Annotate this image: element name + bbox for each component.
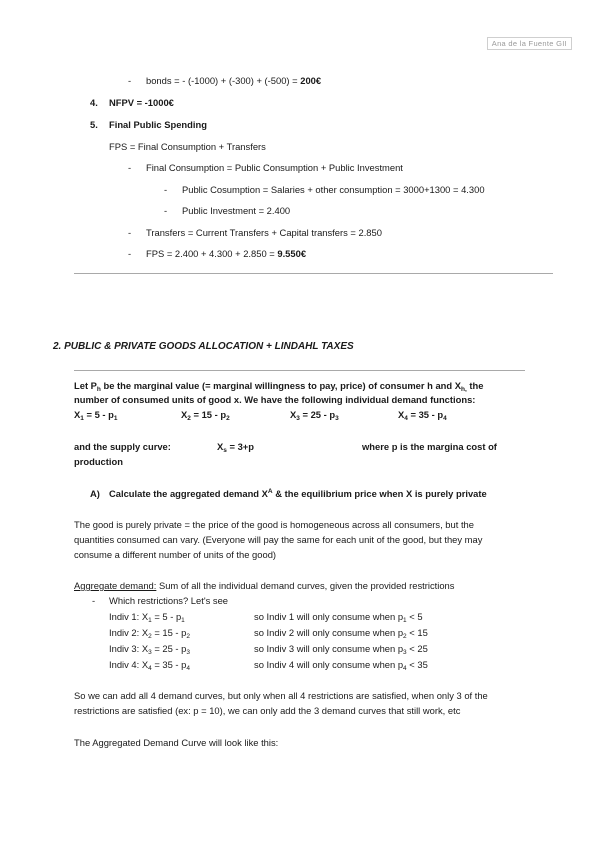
question-a-text: Calculate the aggregated demand $X^A$ & the equilibrium price when X is purely private	[109, 488, 487, 499]
supply-production: production	[74, 456, 123, 467]
divider	[74, 273, 553, 274]
intro-line-1: Let $P_h$ be the marginal value (= marginal willingness to pay, price) of consumer h and $X_{h,}$ the	[74, 380, 484, 393]
intro-line-2: number of consumed units of good x. We have the following individual demand functions:	[74, 394, 476, 405]
list-dash: -	[128, 248, 132, 259]
final-consumption-line: Final Consumption = Public Consumption + Public Investment	[146, 162, 403, 173]
bonds-line: bonds = - (-1000) + (-300) + (-500) = 200€	[146, 75, 322, 86]
demand-4: $X_4 = 35 - p_4$	[398, 409, 447, 422]
para1-line-2: quantities consumed can vary. (Everyone will pay the same for each unit of the good, but they may	[74, 534, 483, 545]
indiv-1-condition: so Indiv 1 will only consume when $p_1 < 5$	[254, 611, 423, 624]
fps-total-line: FPS = 2.400 + 4.300 + 2.850 = 9.550€	[146, 248, 307, 259]
indiv-2-demand: Indiv 2: $X_2 = 15 - p_2$	[109, 627, 191, 640]
list-dash: -	[128, 162, 132, 173]
supply-where: where p is the margina cost of	[362, 441, 497, 452]
demand-3: $X_3 = 25 - p_3$	[290, 409, 339, 422]
indiv-2-condition: so Indiv 2 will only consume when $p_2 < 15$	[254, 627, 428, 640]
indiv-4-condition: so Indiv 4 will only consume when $p_4 < 35$	[254, 659, 428, 672]
aggregate-demand-line: Aggregate demand: Sum of all the individual demand curves, given the provided restrictions	[74, 580, 455, 591]
item-4-number: 4.	[90, 97, 98, 108]
transfers-line: Transfers = Current Transfers + Capital transfers = 2.850	[146, 227, 382, 238]
demand-2: $X_2 = 15 - p_2$	[181, 409, 230, 422]
para1-line-3: consume a different number of units of the good)	[74, 549, 277, 560]
question-a-letter: A)	[90, 488, 100, 499]
closing-line: The Aggregated Demand Curve will look like this:	[74, 737, 279, 748]
list-dash: -	[128, 227, 132, 238]
supply-label: and the supply curve:	[74, 441, 171, 452]
indiv-1-demand: Indiv 1: $X_1 = 5 - p_1$	[109, 611, 185, 624]
item-4-nfpv: NFPV = -1000€	[109, 97, 174, 108]
para2-line-1: So we can add all 4 demand curves, but only when all 4 restrictions are satisfied, when only 3 of the	[74, 690, 488, 701]
indiv-3-demand: Indiv 3: $X_3 = 25 - p_3$	[109, 643, 191, 656]
list-dash: -	[128, 75, 132, 86]
section-2-title: 2. PUBLIC & PRIVATE GOODS ALLOCATION + LINDAHL TAXES	[53, 341, 354, 352]
para2-line-2: restrictions are satisfied (ex: p = 10), we can only add the 3 demand curves that still work, etc	[74, 705, 461, 716]
list-dash: -	[92, 595, 96, 606]
supply-curve: $X_s = 3+p$	[217, 441, 254, 454]
fps-definition: FPS = Final Consumption + Transfers	[109, 141, 266, 152]
indiv-4-demand: Indiv 4: $X_4 = 35 - p_4$	[109, 659, 191, 672]
indiv-3-condition: so Indiv 3 will only consume when $p_3 < 25$	[254, 643, 428, 656]
public-investment-line: Public Investment = 2.400	[182, 205, 291, 216]
demand-1: $X_1 = 5 - p_1$	[74, 409, 118, 422]
public-consumption-line: Public Cosumption = Salaries + other consumption = 3000+1300 = 4.300	[182, 184, 485, 195]
item-5-title: Final Public Spending	[109, 119, 207, 130]
item-5-number: 5.	[90, 119, 98, 130]
restrictions-question: Which restrictions? Let's see	[109, 595, 229, 606]
list-dash: -	[164, 205, 168, 216]
list-dash: -	[164, 184, 168, 195]
author-tag: Ana de la Fuente GII	[487, 37, 572, 50]
divider	[74, 370, 525, 371]
para1-line-1: The good is purely private = the price of the good is homogeneous across all consumers, but the	[74, 519, 474, 530]
